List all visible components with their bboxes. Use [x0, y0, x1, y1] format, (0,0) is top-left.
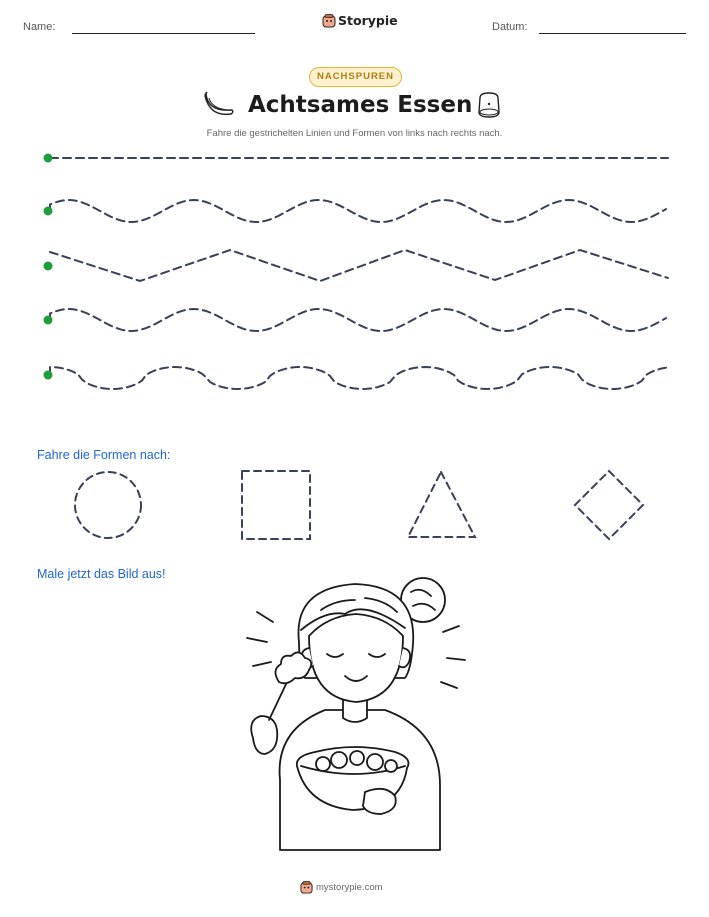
name-label: Name: — [23, 21, 56, 33]
trace-square[interactable] — [242, 471, 310, 539]
tracing-lines — [0, 0, 709, 420]
trace-triangle[interactable] — [408, 472, 475, 537]
start-dot — [44, 262, 53, 271]
trace-circle[interactable] — [75, 472, 141, 538]
trace-line-4[interactable] — [50, 309, 666, 331]
start-dot — [44, 316, 53, 325]
footer-url[interactable]: mystorypie.com — [316, 882, 383, 893]
trace-diamond[interactable] — [575, 471, 643, 539]
tracing-shapes — [0, 460, 709, 560]
shapes-section-label: Fahre die Formen nach: — [37, 448, 171, 462]
coloring-picture[interactable] — [235, 570, 475, 850]
footer — [300, 880, 410, 896]
trace-line-5[interactable] — [50, 367, 666, 389]
start-dot — [44, 207, 53, 216]
storypie-logo-icon — [300, 881, 313, 894]
instructions: Fahre die gestrichelten Linien und Formen von links nach rechts nach. — [206, 128, 503, 139]
page-title: Achtsames Essen — [248, 92, 473, 118]
activity-badge: NACHSPUREN — [309, 67, 402, 87]
start-dot — [44, 371, 53, 380]
start-dot — [44, 154, 53, 163]
trace-line-3[interactable] — [50, 250, 668, 281]
brand-name: Storypie — [338, 13, 398, 28]
date-label: Datum: — [492, 21, 528, 33]
coloring-section-label: Male jetzt das Bild aus! — [37, 567, 166, 581]
trace-line-2[interactable] — [50, 200, 666, 222]
